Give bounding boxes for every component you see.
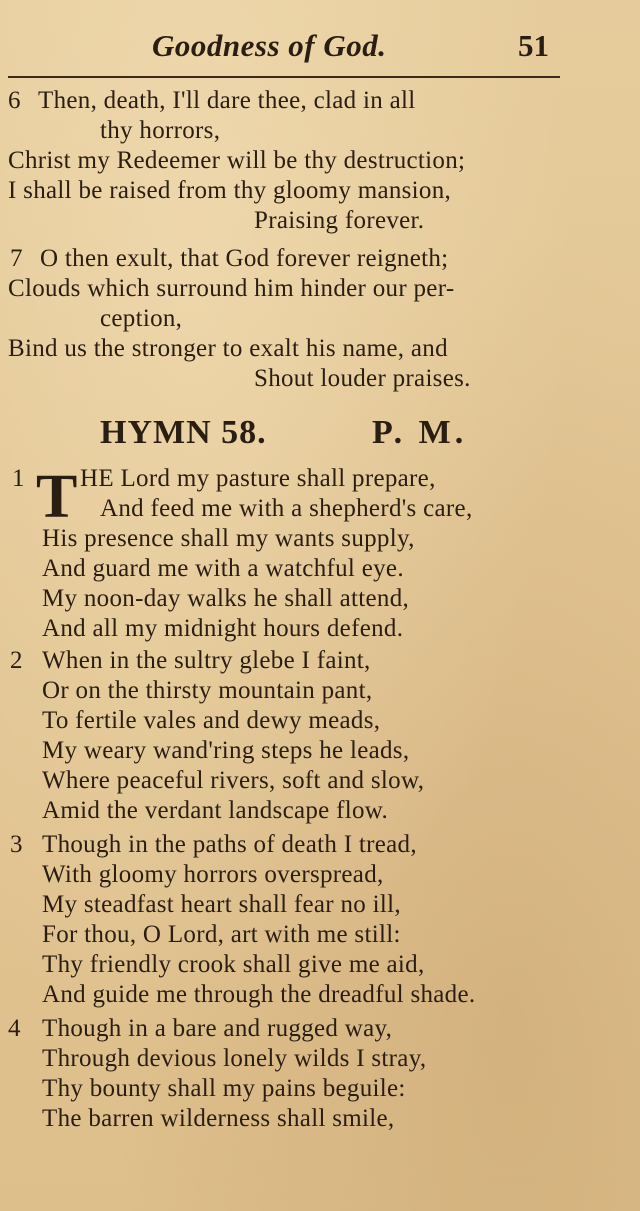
stanza-number: 6 xyxy=(8,87,21,114)
verse-line: For thou, O Lord, art with me still: xyxy=(42,921,401,948)
verse-line: Or on the thirsty mountain pant, xyxy=(42,677,373,704)
verse-line: Praising forever. xyxy=(254,207,425,234)
verse-line: When in the sultry glebe I faint, xyxy=(42,647,371,674)
verse-line: HE Lord my pasture shall prepare, xyxy=(80,465,436,492)
stanza-number: 1 xyxy=(12,465,25,492)
verse-line: His presence shall my wants supply, xyxy=(42,525,415,552)
verse-line: My noon-day walks he shall attend, xyxy=(42,585,410,612)
verse-line: O then exult, that God forever reigneth; xyxy=(40,245,449,272)
verse-line: I shall be raised from thy gloomy mansion, xyxy=(8,177,452,204)
verse-line: With gloomy horrors overspread, xyxy=(42,861,384,888)
running-head-title: Goodness of God. xyxy=(152,28,387,63)
stanza-number: 3 xyxy=(10,831,23,858)
running-head xyxy=(0,22,640,74)
stanza-number: 4 xyxy=(8,1015,21,1042)
verse-line: My steadfast heart shall fear no ill, xyxy=(42,891,401,918)
verse-line: And feed me with a shepherd's care, xyxy=(100,495,473,522)
verse-line: Bind us the stronger to exalt his name, and xyxy=(8,335,448,362)
verse-line: ception, xyxy=(100,305,183,332)
verse-line: The barren wilderness shall smile, xyxy=(42,1105,395,1132)
stanza-number: 7 xyxy=(10,245,23,272)
verse-line: And guide me through the dreadful shade. xyxy=(42,981,476,1008)
header-rule xyxy=(8,76,560,78)
drop-cap: T xyxy=(36,463,78,531)
verse-line: To fertile vales and dewy meads, xyxy=(42,707,381,734)
verse-line: Clouds which surround him hinder our per- xyxy=(8,275,455,302)
verse-line: Through devious lonely wilds I stray, xyxy=(42,1045,427,1072)
stanza-number: 2 xyxy=(10,647,23,674)
page-number: 51 xyxy=(518,28,549,63)
verse-line: Amid the verdant landscape flow. xyxy=(42,797,389,824)
hymn-meter: P. M. xyxy=(372,414,468,451)
verse-line: Shout louder praises. xyxy=(254,365,471,392)
verse-line: And guard me with a watchful eye. xyxy=(42,555,404,582)
hymn-title: HYMN 58. xyxy=(100,414,267,451)
verse-line: Then, death, I'll dare thee, clad in all xyxy=(38,87,416,114)
verse-line: And all my midnight hours defend. xyxy=(42,615,404,642)
verse-line: Thy friendly crook shall give me aid, xyxy=(42,951,425,978)
verse-line: Though in the paths of death I tread, xyxy=(42,831,417,858)
verse-line: Where peaceful rivers, soft and slow, xyxy=(42,767,425,794)
verse-line: Though in a bare and rugged way, xyxy=(42,1015,393,1042)
verse-line: My weary wand'ring steps he leads, xyxy=(42,737,410,764)
verse-line: Christ my Redeemer will be thy destruction; xyxy=(8,147,466,174)
verse-line: thy horrors, xyxy=(100,117,221,144)
verse-line: Thy bounty shall my pains beguile: xyxy=(42,1075,406,1102)
